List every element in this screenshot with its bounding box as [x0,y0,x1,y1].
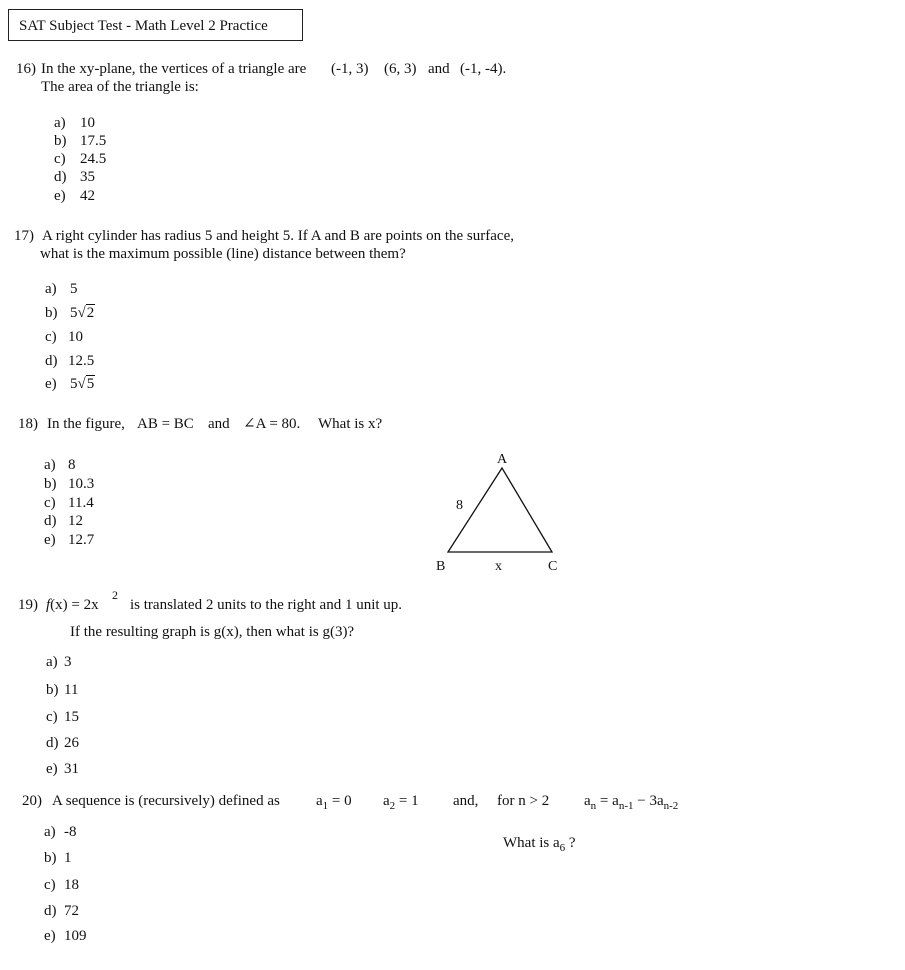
question-number: 19) [18,597,38,613]
choice-value: 3 [64,654,72,670]
side-label-bc: x [495,559,502,574]
choice-radical [70,306,95,321]
question-number: 17) [14,228,34,244]
question-text [503,836,576,854]
term-symbol: a [612,793,619,809]
choice-value: 18 [64,877,79,893]
choice-label: c) [46,709,58,725]
choice-value: 109 [64,928,87,944]
function-definition [46,598,99,613]
choice-value: 12 [68,513,83,529]
vertex-point: (-1, 3) [331,61,369,77]
choice-value: 10 [80,115,95,131]
choice-value: 26 [64,735,79,751]
choice-radical [70,377,95,392]
term-symbol: a [316,793,323,809]
choice-label: e) [45,376,57,392]
choice-label: a) [46,654,58,670]
choice-value: 15 [64,709,79,725]
choice-value: 12.7 [68,532,95,548]
question-text: A right cylinder has radius 5 and height 5. If A and B are points on the surface, [42,228,514,244]
question-text: is translated 2 units to the right and 1 unit up. [130,597,403,613]
equation: AB = BC [137,416,194,432]
choice-value: 42 [80,188,95,204]
radicand: 5 [86,376,95,392]
sequence-term-2 [383,794,419,812]
choice-label: b) [44,850,57,866]
question-number: 20) [22,793,42,809]
term-symbol: a [383,793,390,809]
choice-value: 8 [68,457,76,473]
conjunction: and [428,61,450,77]
ask-text: What is a [503,835,560,851]
choice-label: e) [54,188,66,204]
choice-label: d) [46,735,59,751]
choice-value: -8 [64,824,77,840]
choice-value: 24.5 [80,151,107,167]
triangle-svg [430,448,570,578]
radicand: 2 [86,305,95,321]
choice-label: c) [44,495,56,511]
term-index: n-2 [663,800,679,812]
choice-label: b) [44,476,57,492]
condition: for n > 2 [497,793,550,809]
term-value: = 0 [331,793,352,809]
radical-coefficient: 5 [70,305,78,321]
question-text: The area of the triangle is: [41,79,199,95]
choice-label: b) [45,305,58,321]
term-index: 6 [559,842,566,854]
term-symbol: a [584,793,591,809]
term-index: n-1 [618,800,634,812]
vertex-label-b: B [436,559,446,574]
choice-value: 10.3 [68,476,95,492]
term-index: 1 [322,800,329,812]
term-index: 2 [389,800,396,812]
radical-coefficient: 5 [70,376,78,392]
exponent: 2 [112,588,118,602]
vertex-label-a: A [497,452,508,467]
choice-value: 5 [70,281,78,297]
choice-value: 17.5 [80,133,107,149]
question-number: 18) [18,416,38,432]
choice-label: a) [54,115,66,131]
function-name: f [46,597,51,613]
recurrence-formula [584,794,678,812]
vertex-label-c: C [548,559,558,574]
equation: ∠A = 80. [243,416,301,432]
question-number: 16) [16,61,36,77]
choice-value: 11.4 [68,495,94,511]
choice-value: 31 [64,761,79,777]
vertex-point: (-1, -4). [460,61,507,77]
question-text: what is the maximum possible (line) distance between them? [40,246,406,262]
conjunction: and, [453,793,479,809]
question-text: In the figure, [47,416,125,432]
choice-label: a) [45,281,57,297]
question-text: A sequence is (recursively) defined as [52,793,280,809]
choice-label: c) [45,329,57,345]
sequence-term-1 [316,794,352,812]
choice-label: d) [45,353,58,369]
choice-label: e) [44,532,56,548]
side-label-ab: 8 [456,498,463,513]
choice-label: b) [54,133,67,149]
triangle-figure [430,448,570,578]
choice-value: 12.5 [68,353,95,369]
choice-value: 72 [64,903,79,919]
choice-label: d) [44,513,57,529]
sqrt-symbol: √ [77,305,86,321]
question-text: If the resulting graph is g(x), then what is g(3)? [70,624,355,640]
choice-label: d) [54,169,67,185]
function-body: (x) = 2x [50,597,99,613]
choice-label: d) [44,903,57,919]
choice-value: 11 [64,682,79,698]
choice-label: c) [54,151,66,167]
term-value: = 1 [398,793,419,809]
question-text: What is x? [318,416,383,432]
triangle-abc [448,468,552,552]
question-mark: ? [568,835,576,851]
choice-label: b) [46,682,59,698]
choice-label: a) [44,824,56,840]
question-text: In the xy-plane, the vertices of a triangle are [41,61,307,77]
sqrt-symbol: √ [77,376,86,392]
vertex-point: (6, 3) [384,61,417,77]
choice-value: 35 [80,169,95,185]
choice-label: a) [44,457,56,473]
choice-value: 10 [68,329,83,345]
choice-label: e) [46,761,58,777]
term-index: n [590,800,597,812]
recurrence-minus-term: − 3a [637,793,664,809]
page-title: SAT Subject Test - Math Level 2 Practice [19,18,268,34]
choice-label: e) [44,928,56,944]
conjunction: and [208,416,230,432]
choice-label: c) [44,877,56,893]
equals-sign: = [599,793,609,809]
choice-value: 1 [64,850,72,866]
page-header-box [8,9,303,41]
